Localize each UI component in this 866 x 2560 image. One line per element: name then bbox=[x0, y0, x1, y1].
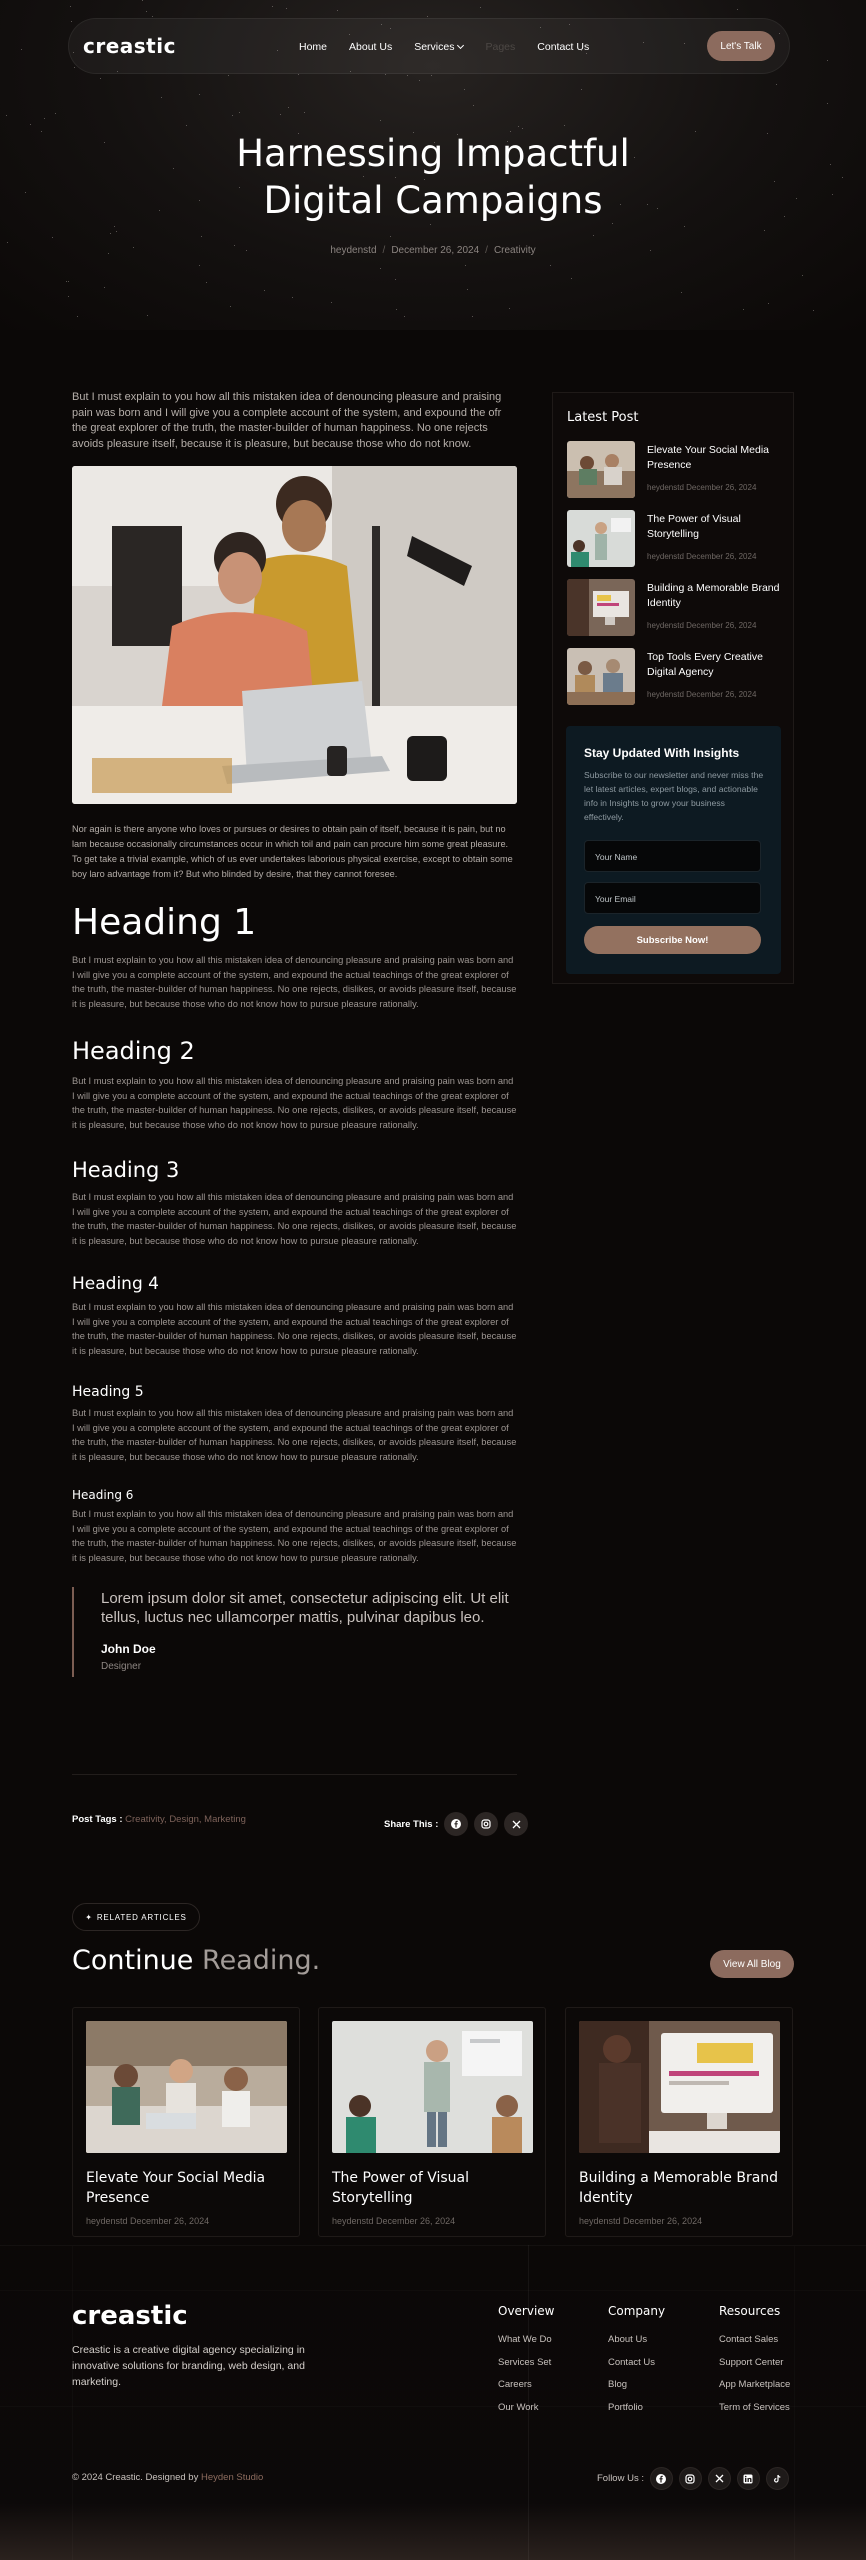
tag-creativity[interactable]: Creativity bbox=[125, 1814, 165, 1825]
newsletter-box bbox=[566, 726, 781, 974]
main-nav bbox=[68, 18, 790, 74]
email-input[interactable]: Your Email bbox=[584, 882, 761, 914]
heading-4: Heading 4 bbox=[72, 1274, 159, 1294]
star-decoration bbox=[593, 235, 594, 236]
star-decoration bbox=[66, 281, 67, 282]
star-decoration bbox=[550, 265, 551, 266]
heading-4-text: But I must explain to you how all this mistaken idea of denouncing pleasure and praising pain was born and I will give you a complete account of the system, and expound the actual teachings of the great explorer of the truth, the master-builder of human happiness. No one rejects, dislikes, or avoids pleasure itself, because it is pleasure, but because those who do not know how to pursue pleasure rationally. bbox=[72, 1302, 517, 1356]
post-thumbnail[interactable] bbox=[567, 510, 635, 567]
star-decoration bbox=[681, 292, 682, 293]
sidebar bbox=[552, 392, 794, 984]
star-decoration bbox=[232, 115, 233, 116]
star-decoration bbox=[199, 265, 200, 266]
post-thumbnail[interactable] bbox=[567, 579, 635, 636]
star-decoration bbox=[147, 315, 148, 316]
post-meta: heydenstd December 26, 2024 bbox=[647, 483, 757, 492]
star-decoration bbox=[581, 89, 582, 90]
star-decoration bbox=[239, 112, 240, 113]
instagram-icon[interactable] bbox=[474, 1812, 498, 1836]
article-image bbox=[72, 466, 517, 804]
latest-post-title: Latest Post bbox=[567, 410, 639, 425]
footer-logo[interactable]: creastic bbox=[72, 2301, 188, 2331]
star-decoration bbox=[480, 7, 481, 8]
view-all-blog-button[interactable]: View All Blog bbox=[710, 1950, 794, 1978]
latest-post-item[interactable] bbox=[567, 510, 787, 568]
facebook-icon[interactable] bbox=[444, 1812, 468, 1836]
newsletter-text: Subscribe to our newsletter and never miss the let latest articles, expert blogs, and actionable info in Insights to grow your business effectively. bbox=[584, 770, 764, 822]
footer-link[interactable]: Blog bbox=[608, 2379, 628, 2390]
star-decoration bbox=[280, 114, 281, 115]
star-decoration bbox=[331, 302, 332, 303]
star-decoration bbox=[380, 268, 381, 269]
star-decoration bbox=[404, 316, 405, 317]
meta-category[interactable]: Creativity bbox=[493, 245, 536, 256]
instagram-icon[interactable] bbox=[679, 2467, 702, 2490]
article-content bbox=[72, 390, 517, 1677]
star-decoration bbox=[827, 103, 828, 104]
star-decoration bbox=[522, 128, 523, 129]
quote-text: Lorem ipsum dolor sit amet, consectetur adipiscing elit. Ut elit tellus, luctus nec ullamcorper mattis, pulvinar dapibus leo. bbox=[101, 1590, 509, 1626]
footer-link[interactable]: Careers bbox=[498, 2379, 532, 2390]
footer-link[interactable]: Term of Services bbox=[719, 2401, 790, 2413]
post-meta: heydenstd December 26, 2024 bbox=[647, 621, 757, 630]
star-decoration bbox=[407, 75, 408, 76]
heading-2: Heading 2 bbox=[72, 1037, 195, 1065]
nav-contact[interactable]: Contact Us bbox=[537, 41, 590, 53]
star-decoration bbox=[230, 306, 231, 307]
nav-services[interactable] bbox=[414, 41, 463, 53]
footer-link[interactable]: Services Set bbox=[498, 2356, 552, 2368]
footer-column-overview bbox=[498, 2304, 608, 2424]
name-input[interactable]: Your Name bbox=[584, 840, 761, 872]
footer-column-company bbox=[608, 2304, 718, 2424]
footer-heading: Resources bbox=[719, 2304, 781, 2318]
star-decoration bbox=[564, 125, 565, 126]
x-icon[interactable] bbox=[708, 2467, 731, 2490]
title-line-1: Harnessing Impactful bbox=[236, 132, 630, 175]
star-decoration bbox=[142, 0, 143, 1]
lead-paragraph: But I must explain to you how all this mistaken idea of denouncing pleasure and praising pain was born and I will give you a complete account of the system, and expound the ofr the great explorer of the truth, the master-builder of human happiness. No one rejects avoids pleasure itself, because it is pleasure, but because those who do not know. bbox=[72, 391, 502, 450]
star-decoration bbox=[518, 126, 519, 127]
star-decoration bbox=[390, 236, 391, 237]
card-image[interactable] bbox=[86, 2021, 287, 2153]
star-decoration bbox=[161, 97, 162, 98]
star-decoration bbox=[509, 308, 510, 309]
star-decoration bbox=[68, 281, 69, 282]
star-decoration bbox=[286, 8, 287, 9]
star-decoration bbox=[396, 309, 397, 310]
star-decoration bbox=[430, 224, 431, 225]
star-decoration bbox=[272, 6, 273, 7]
heading-1: Heading 1 bbox=[72, 902, 257, 943]
related-badge-label: RELATED ARTICLES bbox=[96, 1912, 187, 1922]
chevron-down-icon bbox=[457, 42, 464, 49]
footer-link[interactable]: Portfolio bbox=[608, 2401, 643, 2413]
heading-5: Heading 5 bbox=[72, 1384, 144, 1400]
nav-home[interactable]: Home bbox=[299, 41, 328, 53]
star-decoration bbox=[199, 94, 200, 95]
meta-date: December 26, 2024 bbox=[391, 245, 480, 256]
quote-role: Designer bbox=[101, 1661, 142, 1672]
logo[interactable]: creastic bbox=[83, 34, 176, 58]
star-decoration bbox=[55, 113, 56, 114]
star-decoration bbox=[337, 10, 338, 11]
heading-5-text: But I must explain to you how all this mistaken idea of denouncing pleasure and praising pain was born and I will give you a complete account of the system, and expound the actual teachings of the great explorer of the truth, the master-builder of human happiness. No one rejects, dislikes, or avoids pleasure itself, because it is pleasure, but because those who do not know how to pursue pleasure rationally. bbox=[72, 1408, 517, 1462]
star-decoration bbox=[206, 282, 207, 283]
post-title[interactable]: Elevate Your Social Media Presence bbox=[647, 444, 769, 471]
star-decoration bbox=[571, 278, 572, 279]
footer-description: Creastic is a creative digital agency specializing in innovative solutions for branding, web design, and marketing. bbox=[72, 2344, 305, 2388]
related-card[interactable] bbox=[72, 2007, 300, 2237]
heading-6-text: But I must explain to you how all this mistaken idea of denouncing pleasure and praising pain was born and I will give you a complete account of the system, and expound the actual teachings of the great explorer of the truth, the master-builder of human happiness. No one rejects, dislikes, or avoids pleasure itself, because it is pleasure, but because those who do not know how to pursue pleasure rationally. bbox=[72, 1509, 517, 1563]
star-decoration bbox=[104, 287, 105, 288]
star-decoration bbox=[77, 316, 78, 317]
star-decoration bbox=[116, 231, 117, 232]
related-articles-badge bbox=[72, 1903, 200, 1931]
star-decoration bbox=[380, 120, 381, 121]
follow-label: Follow Us : bbox=[597, 2473, 644, 2484]
latest-post-item[interactable] bbox=[567, 648, 787, 706]
star-decoration bbox=[228, 75, 229, 76]
post-title[interactable]: The Power of Visual Storytelling bbox=[647, 513, 741, 540]
facebook-icon[interactable] bbox=[650, 2467, 673, 2490]
card-image[interactable] bbox=[579, 2021, 780, 2153]
share-bar bbox=[384, 1812, 528, 1836]
star-decoration bbox=[52, 237, 53, 238]
star-decoration bbox=[472, 316, 473, 317]
footer bbox=[0, 2245, 866, 2560]
heading-3-text: But I must explain to you how all this mistaken idea of denouncing pleasure and praising pain was born and I will give you a complete account of the system, and expound the actual teachings of the great explorer of the truth, the master-builder of human happiness. No one rejects, dislikes, or avoids pleasure itself, because it is pleasure, but because those who do not know how to pursue pleasure rationally. bbox=[72, 1192, 517, 1246]
star-decoration bbox=[68, 296, 69, 297]
star-decoration bbox=[464, 89, 465, 90]
lets-talk-button[interactable]: Let's Talk bbox=[707, 31, 775, 61]
footer-link[interactable]: Our Work bbox=[498, 2401, 539, 2413]
post-thumbnail[interactable] bbox=[567, 648, 635, 705]
star-decoration bbox=[737, 9, 738, 10]
copyright bbox=[72, 2472, 263, 2483]
post-thumbnail[interactable] bbox=[567, 441, 635, 498]
card-title[interactable]: The Power of Visual Storytelling bbox=[332, 2170, 470, 2206]
star-decoration bbox=[395, 279, 396, 280]
card-meta: heydenstd December 26, 2024 bbox=[86, 2216, 210, 2226]
footer-link[interactable]: Contact Us bbox=[608, 2356, 655, 2368]
linkedin-icon[interactable] bbox=[737, 2467, 760, 2490]
star-decoration bbox=[288, 107, 289, 108]
related-title-main: Continue bbox=[72, 1945, 194, 1976]
star-decoration bbox=[764, 230, 765, 231]
newsletter-title: Stay Updated With Insights bbox=[584, 746, 740, 760]
footer-divider-line bbox=[528, 2245, 529, 2560]
footer-column-resources bbox=[719, 2304, 829, 2424]
star-decoration bbox=[419, 80, 420, 81]
nav-services-label: Services bbox=[414, 41, 455, 53]
designer-link[interactable]: Heyden Studio bbox=[200, 2472, 264, 2483]
star-decoration bbox=[768, 303, 769, 304]
star-decoration bbox=[70, 6, 71, 7]
heading-6: Heading 6 bbox=[72, 1488, 134, 1502]
subscribe-button[interactable]: Subscribe Now! bbox=[584, 926, 761, 954]
sparkle-icon: ✦ bbox=[85, 1912, 93, 1922]
footer-heading: Overview bbox=[498, 2304, 555, 2318]
footer-link[interactable]: What We Do bbox=[498, 2334, 552, 2345]
share-label: Share This : bbox=[384, 1818, 439, 1830]
tags-label: Post Tags : bbox=[72, 1814, 123, 1825]
blockquote bbox=[72, 1587, 517, 1677]
tag-marketing[interactable]: Marketing bbox=[204, 1814, 246, 1825]
footer-link[interactable]: App Marketplace bbox=[719, 2379, 791, 2390]
footer-heading: Company bbox=[608, 2304, 666, 2318]
card-image[interactable] bbox=[332, 2021, 533, 2153]
star-decoration bbox=[292, 297, 293, 298]
heading-2-text: But I must explain to you how all this mistaken idea of denouncing pleasure and praising pain was born and I will give you a complete account of the system, and expound the actual teachings of the great explorer of the truth, the master-builder of human happiness. No one rejects, dislikes, or avoids pleasure itself, because it is pleasure, but because those who do not know how to pursue pleasure rationally. bbox=[72, 1076, 517, 1130]
star-decoration bbox=[21, 49, 22, 50]
star-decoration bbox=[776, 84, 777, 85]
nav-links bbox=[299, 19, 589, 75]
card-meta: heydenstd December 26, 2024 bbox=[579, 2216, 703, 2226]
star-decoration bbox=[6, 115, 7, 116]
star-decoration bbox=[684, 226, 685, 227]
latest-post-item[interactable] bbox=[567, 441, 787, 499]
footer-link[interactable]: About Us bbox=[608, 2334, 648, 2345]
post-meta: heydenstd December 26, 2024 bbox=[647, 552, 757, 561]
latest-post-item[interactable] bbox=[567, 579, 787, 637]
star-decoration bbox=[743, 309, 744, 310]
post-meta: heydenstd December 26, 2024 bbox=[647, 690, 757, 699]
post-tags: Post Tags : Creativity, Design, Marketing bbox=[72, 1814, 246, 1825]
star-decoration bbox=[431, 75, 432, 76]
footer-link[interactable]: Support Center bbox=[719, 2356, 784, 2368]
related-card[interactable] bbox=[565, 2007, 793, 2237]
card-title[interactable]: Building a Memorable Brand Identity bbox=[579, 2170, 779, 2206]
star-decoration bbox=[110, 233, 111, 234]
star-decoration bbox=[813, 310, 814, 311]
follow-us bbox=[597, 2467, 789, 2490]
star-decoration bbox=[465, 265, 466, 266]
star-decoration bbox=[30, 124, 31, 125]
tiktok-icon[interactable] bbox=[766, 2467, 789, 2490]
star-decoration bbox=[201, 236, 202, 237]
heading-1-text: But I must explain to you how all this mistaken idea of denouncing pleasure and praising pain was born and I will give you a complete account of the system, and expound the actual teachings of the great explorer of the truth, the master-builder of human happiness. No one rejects, dislikes, or avoids pleasure itself, because it is pleasure, but because those who do not know how to pursue pleasure rationally. bbox=[72, 955, 517, 1009]
star-decoration bbox=[467, 289, 468, 290]
star-decoration bbox=[186, 125, 187, 126]
related-title-dim: Reading. bbox=[202, 1945, 321, 1976]
card-title[interactable]: Elevate Your Social Media Presence bbox=[86, 2170, 266, 2206]
star-decoration bbox=[71, 21, 72, 22]
title-line-2: Digital Campaigns bbox=[263, 179, 603, 222]
post-title[interactable]: Building a Memorable Brand Identity bbox=[647, 582, 780, 609]
footer-link[interactable]: Contact Sales bbox=[719, 2334, 779, 2345]
star-decoration bbox=[114, 226, 115, 227]
page-title bbox=[0, 130, 866, 224]
star-decoration bbox=[74, 67, 75, 68]
quote-author: John Doe bbox=[101, 1642, 156, 1656]
star-decoration bbox=[152, 16, 153, 17]
x-icon[interactable] bbox=[504, 1812, 528, 1836]
star-decoration bbox=[100, 78, 101, 79]
second-paragraph: Nor again is there anyone who loves or pursues or desires to obtain pain of itself, because it is pain, but no lam because occasionally circumstances occur in which toil and pain can procure him some great pleasure. To get take a trivial example, which of us ever undertakes laborious physical exercise, except to obtain some boy laro advantage from it? But who blinded by desire, that they cannot foresee. bbox=[72, 824, 513, 879]
star-decoration bbox=[827, 60, 828, 61]
star-decoration bbox=[802, 275, 803, 276]
heading-3: Heading 3 bbox=[72, 1158, 180, 1182]
card-meta: heydenstd December 26, 2024 bbox=[332, 2216, 456, 2226]
tag-design[interactable]: Design bbox=[169, 1814, 199, 1825]
divider bbox=[72, 1774, 517, 1775]
post-title[interactable]: Top Tools Every Creative Digital Agency bbox=[647, 651, 763, 678]
star-decoration bbox=[427, 16, 428, 17]
star-decoration bbox=[264, 290, 265, 291]
nav-pages[interactable]: Pages bbox=[485, 41, 516, 53]
star-decoration bbox=[7, 242, 8, 243]
hero-section bbox=[0, 0, 866, 330]
related-title bbox=[72, 1945, 320, 1976]
star-decoration bbox=[473, 105, 474, 106]
copyright-text: © 2024 Creastic. Designed by bbox=[72, 2472, 199, 2483]
star-decoration bbox=[44, 118, 45, 119]
star-decoration bbox=[146, 11, 147, 12]
meta-author[interactable]: heydenstd bbox=[330, 245, 377, 256]
nav-about[interactable]: About Us bbox=[349, 41, 393, 53]
related-card[interactable] bbox=[318, 2007, 546, 2237]
post-meta: heydenstd / December 26, 2024 / Creativity bbox=[330, 245, 536, 256]
star-decoration bbox=[304, 112, 305, 113]
